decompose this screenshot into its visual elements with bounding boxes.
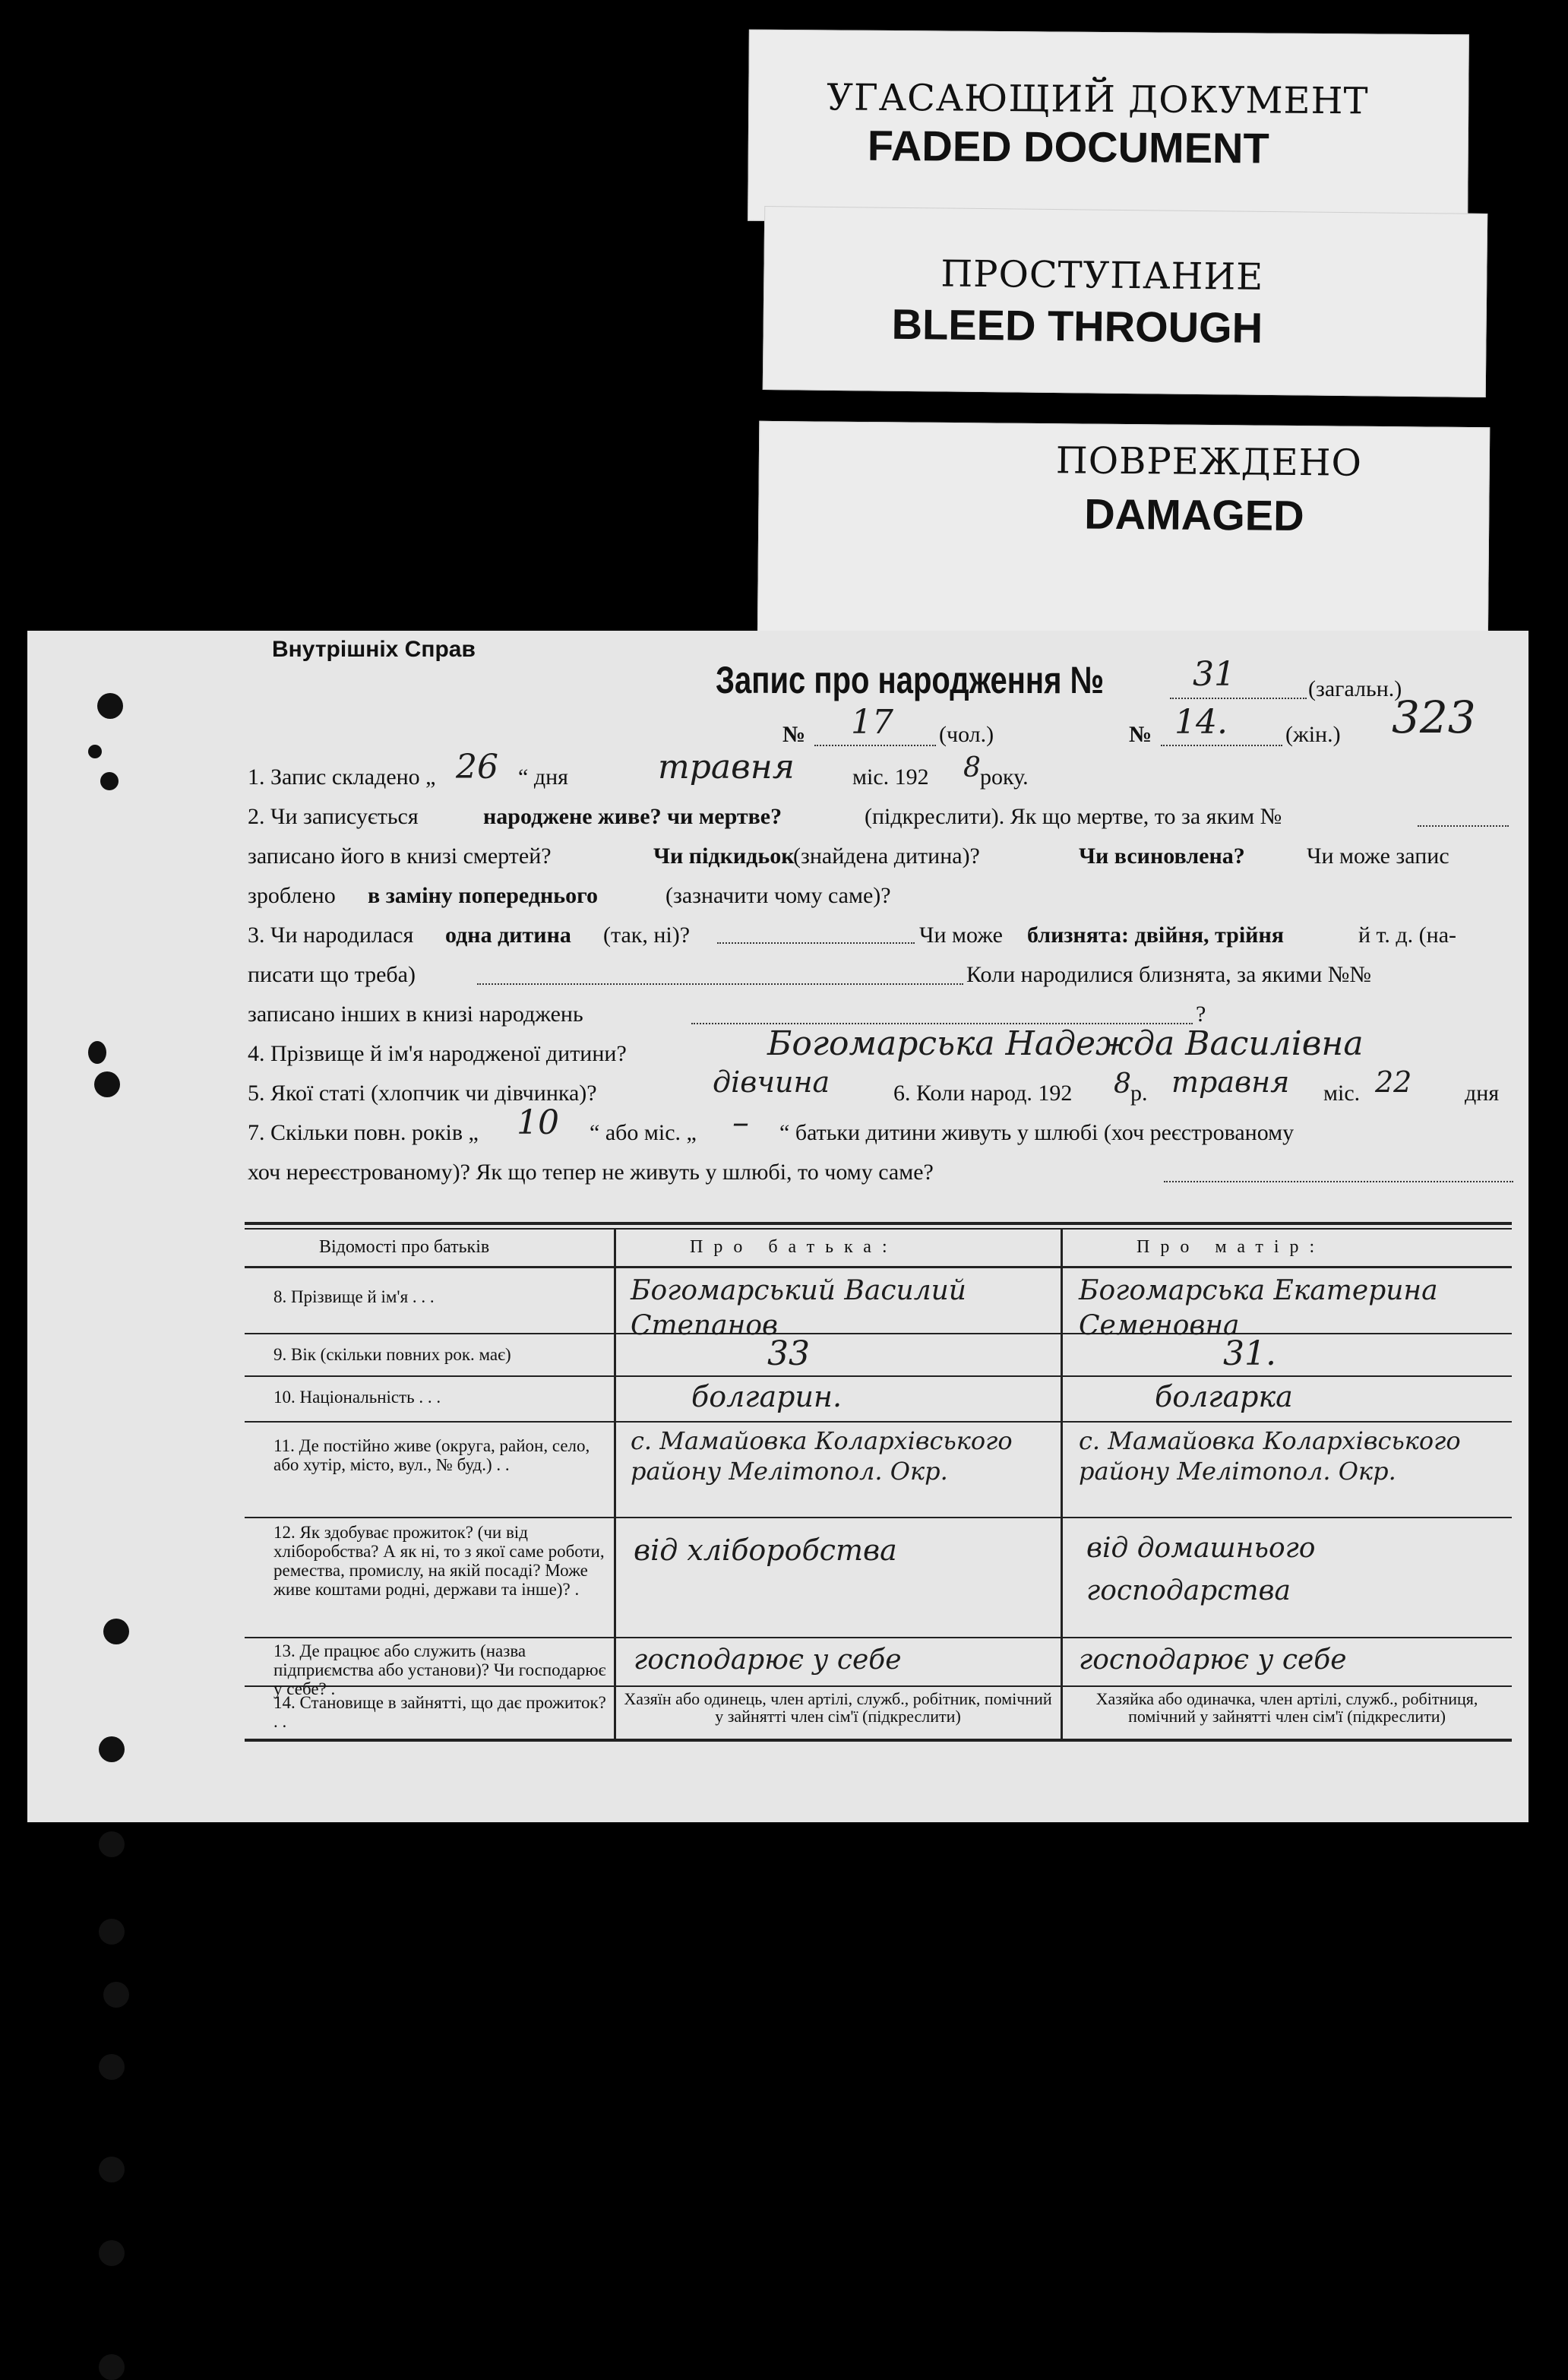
punch-hole bbox=[103, 1619, 129, 1644]
q2-line2-d: Чи всиновлена? bbox=[1079, 843, 1245, 869]
mother-residence: с. Мамайовка Колархівського району Мелітопол. Окр. bbox=[1079, 1426, 1461, 1486]
q2-line3-a: зроблено bbox=[248, 883, 336, 908]
table-divider-2 bbox=[1061, 1228, 1063, 1740]
father-nationality: болгарин. bbox=[691, 1380, 842, 1413]
father-workplace: господарює у себе bbox=[634, 1644, 902, 1676]
mother-position-options: Хазяйка або одиначка, член артілі, служб., робітниця, помічний у зайнятті член сім'ї (підкреслити) bbox=[1095, 1689, 1478, 1726]
q6-question: 6. Коли народ. 192 bbox=[893, 1081, 1073, 1106]
q6-month: травня bbox=[1171, 1065, 1290, 1099]
row-label-name: 8. Прізвище й ім'я . . . bbox=[273, 1287, 435, 1306]
row-rule bbox=[245, 1637, 1512, 1638]
row-rule bbox=[245, 1517, 1512, 1518]
q1-day-label: “ дня bbox=[518, 764, 568, 790]
table-divider-1 bbox=[614, 1228, 616, 1740]
father-residence: с. Мамайовка Колархівського району Мелітопол. Окр. bbox=[631, 1426, 1013, 1486]
punch-hole bbox=[103, 1982, 129, 2008]
damaged-label bbox=[757, 421, 1491, 657]
q1-month: травня bbox=[658, 748, 795, 786]
row-label-livelihood: 12. Як здобуває прожиток? (чи від хліборобства? А як ні, то з якої саме роботи, ремества, промислу, на якій посаді? Може живе коштами родні, держави та інше)? . bbox=[273, 1523, 605, 1599]
department-heading: Внутрішніх Справ bbox=[272, 637, 476, 662]
faded-label-en: FADED DOCUMENT bbox=[867, 121, 1269, 172]
q2-line1-b: народжене живе? чи мертве? bbox=[483, 804, 782, 829]
punch-hole bbox=[88, 745, 102, 758]
punch-hole bbox=[94, 1071, 120, 1097]
q7-years: 10 bbox=[517, 1103, 559, 1142]
q3-line1-a: 3. Чи народилася bbox=[248, 923, 414, 948]
q1-prefix: 1. Запис складено „ bbox=[248, 764, 436, 790]
q3-line1-c: (так, ні)? bbox=[603, 923, 691, 948]
row-rule bbox=[245, 1375, 1512, 1377]
col-header-father: Про батька: bbox=[690, 1237, 898, 1257]
q1-day: 26 bbox=[456, 748, 498, 786]
q6-day-label: дня bbox=[1465, 1081, 1500, 1106]
q2-line2-c: (знайдена дитина)? bbox=[793, 843, 980, 869]
q3-line1-e: близнята: двійня, трійня bbox=[1027, 923, 1284, 948]
punch-hole bbox=[99, 2240, 125, 2266]
q3-line2-dots bbox=[477, 983, 963, 985]
faded-document-label bbox=[748, 30, 1469, 226]
row-label-workplace: 13. Де працює або служить (назва підприємства або установи)? Чи господарює у себе? . bbox=[273, 1641, 606, 1698]
record-number: 31 bbox=[1193, 655, 1235, 694]
q1-month-label: міс. 192 bbox=[852, 764, 929, 790]
q3-line1-f: й т. д. (на- bbox=[1358, 923, 1457, 948]
bleed-label-ru: ПРОСТУПАНИЕ bbox=[940, 252, 1264, 299]
q3-line3-qmark: ? bbox=[1196, 1002, 1206, 1027]
q3-line2-b: Коли народилися близнята, за якими №№ bbox=[966, 962, 1372, 987]
q7-line1-c: “ батьки дитини живуть у шлюбі (хоч реєстрованому bbox=[779, 1120, 1295, 1145]
q3-line2-a: писати що треба) bbox=[248, 962, 416, 987]
q6-month-label: міс. bbox=[1323, 1081, 1361, 1106]
father-livelihood: від хліборобства bbox=[634, 1533, 897, 1567]
punch-hole bbox=[99, 1919, 125, 1945]
q6-day: 22 bbox=[1375, 1065, 1412, 1099]
general-label: (загальн.) bbox=[1308, 676, 1402, 701]
q3-line1-b: одна дитина bbox=[445, 923, 571, 948]
row-rule bbox=[245, 1421, 1512, 1423]
male-number-line bbox=[814, 745, 936, 746]
row-label-nationality: 10. Національність . . . bbox=[273, 1388, 441, 1407]
table-bottom-rule bbox=[245, 1739, 1512, 1742]
q2-line2-e: Чи може запис bbox=[1307, 843, 1449, 869]
q3-line1-d: Чи може bbox=[919, 923, 1003, 948]
mother-nationality: болгарка bbox=[1155, 1380, 1293, 1413]
q6-year-digit: 8 bbox=[1114, 1068, 1131, 1100]
q2-line1-a: 2. Чи записується bbox=[248, 804, 419, 829]
q2-line2-b: Чи підкидьок bbox=[653, 843, 795, 869]
male-number: 17 bbox=[851, 703, 893, 742]
q4-question: 4. Прізвище й ім'я народженої дитини? bbox=[248, 1041, 627, 1066]
q3-line3: записано інших в книзі народжень bbox=[248, 1002, 583, 1027]
punch-hole bbox=[100, 772, 119, 790]
col-header-mother: Про матір: bbox=[1136, 1237, 1326, 1257]
q2-line3-b: в заміну попереднього bbox=[368, 883, 599, 908]
father-position-options: Хазяїн або одинець, член артілі, служб., робітник, помічний у зайнятті член сім'ї (підкреслити) bbox=[624, 1689, 1052, 1726]
q6-year-label: р. bbox=[1130, 1081, 1148, 1106]
table-top-rule-2 bbox=[245, 1228, 1512, 1230]
female-number-line bbox=[1161, 745, 1282, 746]
q7-line2: хоч нереєстрованому)? Як що тепер не живуть у шлюбі, то чому саме? bbox=[248, 1160, 934, 1185]
form-title: Запис про народження № bbox=[716, 659, 1105, 701]
mother-workplace: господарює у себе bbox=[1079, 1644, 1347, 1676]
table-header-rule bbox=[245, 1266, 1512, 1268]
q1-year-digit: 8 bbox=[963, 752, 981, 783]
male-no-sign: № bbox=[782, 722, 806, 747]
col-header-info: Відомості про батьків bbox=[319, 1237, 490, 1257]
row-label-residence: 11. Де постійно живе (округа, район, село, або хутір, місто, вул., № буд.) . . bbox=[273, 1436, 590, 1474]
table-top-rule bbox=[245, 1222, 1512, 1225]
female-label: (жін.) bbox=[1285, 722, 1341, 747]
q3-line1-dots bbox=[717, 942, 915, 944]
father-age: 33 bbox=[767, 1334, 810, 1373]
q7-months: – bbox=[732, 1103, 749, 1142]
q4-child-name: Богомарська Надежда Василівна bbox=[767, 1024, 1364, 1063]
father-name: Богомарський Василий Степанов bbox=[631, 1275, 966, 1341]
q7-line1-a: 7. Скільки повн. років „ bbox=[248, 1120, 479, 1145]
punch-hole bbox=[99, 1736, 125, 1762]
q2-line1-c: (підкреслити). Як що мертве, то за яким № bbox=[865, 804, 1282, 829]
q7-line2-dots bbox=[1164, 1181, 1513, 1182]
mother-name: Богомарська Екатерина Семеновна bbox=[1079, 1275, 1438, 1341]
damaged-label-ru: ПОВРЕЖДЕНО bbox=[1055, 439, 1363, 485]
q5-answer: дівчина bbox=[713, 1065, 830, 1099]
female-no-sign: № bbox=[1129, 722, 1152, 747]
row-label-age: 9. Вік (скільки повних рок. має) bbox=[273, 1345, 511, 1364]
q2-line3-c: (зазначити чому саме)? bbox=[665, 883, 891, 908]
mother-age: 31. bbox=[1223, 1334, 1276, 1373]
punch-hole bbox=[97, 693, 123, 719]
faded-label-ru: УГАСАЮЩИЙ ДОКУМЕНТ bbox=[827, 76, 1369, 123]
q5-question: 5. Якої статі (хлопчик чи дівчинка)? bbox=[248, 1081, 597, 1106]
bleed-label-en: BLEED THROUGH bbox=[891, 299, 1263, 352]
q1-year-label: року. bbox=[980, 764, 1029, 790]
punch-hole bbox=[88, 1041, 106, 1064]
record-number-line bbox=[1170, 698, 1307, 699]
female-number: 14. bbox=[1174, 703, 1228, 742]
q2-line1-dots bbox=[1418, 825, 1509, 827]
q2-line2-a: записано його в книзі смертей? bbox=[248, 843, 552, 869]
mother-livelihood: від домашнього господарства bbox=[1086, 1533, 1316, 1606]
punch-hole bbox=[99, 2354, 125, 2380]
corner-number: 323 bbox=[1392, 692, 1476, 743]
q7-line1-b: “ або міс. „ bbox=[590, 1120, 697, 1145]
punch-hole bbox=[99, 1831, 125, 1857]
male-label: (чол.) bbox=[939, 722, 994, 747]
punch-hole bbox=[99, 2054, 125, 2080]
damaged-label-en: DAMAGED bbox=[1084, 489, 1304, 540]
row-label-position: 14. Становище в зайнятті, що дає прожиток? . . bbox=[273, 1693, 606, 1731]
punch-hole bbox=[99, 2157, 125, 2182]
bleed-through-label bbox=[763, 206, 1487, 397]
